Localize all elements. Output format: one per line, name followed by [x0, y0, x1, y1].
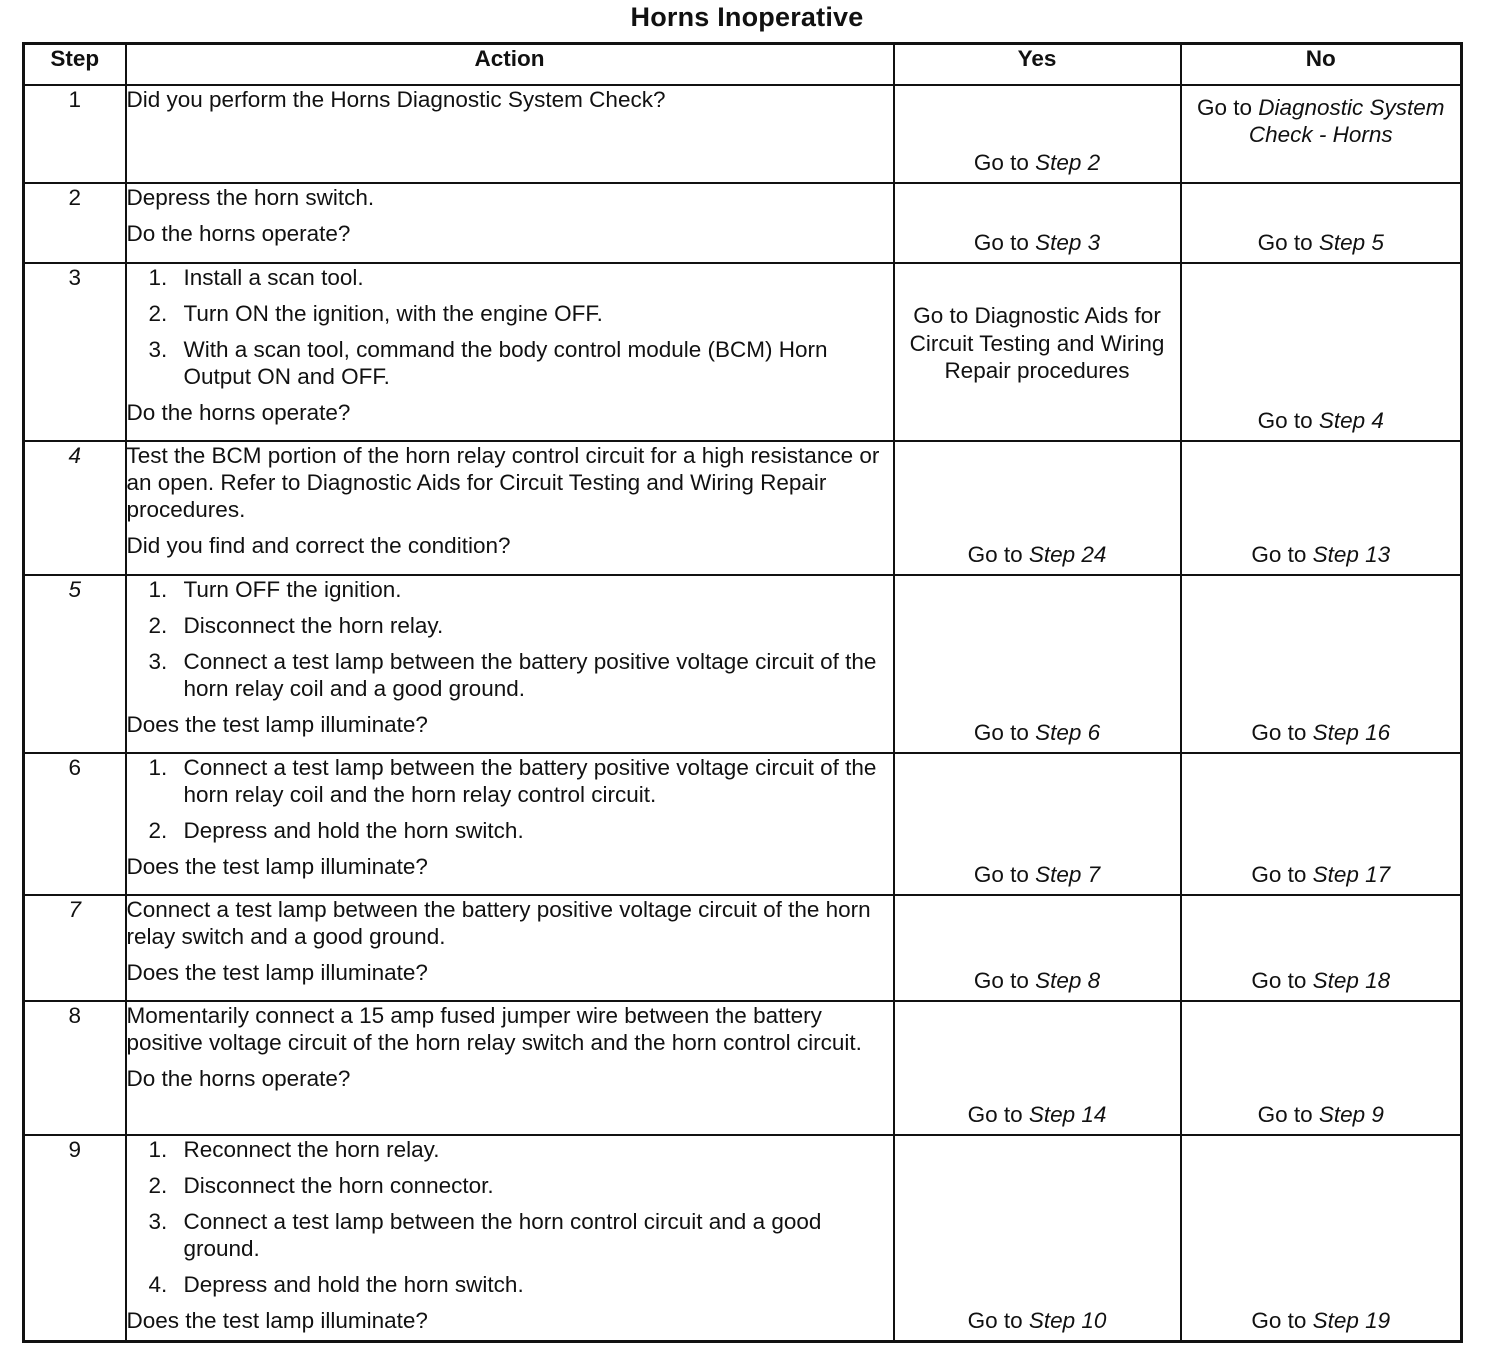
list-item-text: Install a scan tool.	[183, 265, 364, 290]
list-item	[127, 754, 893, 808]
list-item-text: With a scan tool, command the body control module (BCM) Horn Output ON and OFF.	[183, 337, 828, 389]
list-item-text: Turn OFF the ignition.	[183, 577, 402, 602]
header-action: Action	[126, 44, 894, 86]
no-cell	[1181, 441, 1462, 575]
step-number: 8	[24, 1001, 126, 1135]
table-row	[24, 753, 1462, 895]
step-number: 4	[24, 441, 126, 575]
goto-prefix: Go to	[1257, 408, 1313, 433]
header-yes: Yes	[894, 44, 1181, 86]
table-row	[24, 895, 1462, 1001]
goto-prefix: Go to	[1251, 542, 1307, 567]
yes-goto	[895, 229, 1180, 256]
list-item-number: 2.	[148, 818, 168, 843]
no-goto	[1182, 719, 1461, 746]
list-item	[127, 1271, 893, 1298]
no-cell	[1181, 263, 1462, 441]
list-item-text: Connect a test lamp between the battery positive voltage circuit of the horn relay coil and a good ground.	[183, 649, 877, 701]
step-reference: Step 7	[1035, 862, 1101, 887]
no-cell	[1181, 1135, 1462, 1341]
no-goto	[1182, 407, 1461, 434]
step-reference: Step 18	[1312, 968, 1391, 993]
action-text: Did you find and correct the condition?	[126, 533, 511, 558]
action-cell	[126, 575, 894, 753]
goto-prefix: Go to	[967, 542, 1023, 567]
step-reference: Step 3	[1035, 230, 1101, 255]
yes-goto	[895, 861, 1180, 888]
action-cell	[126, 1001, 894, 1135]
no-goto	[1182, 967, 1461, 994]
goto-prefix: Go to	[973, 150, 1029, 175]
list-item-number: 1.	[148, 755, 168, 780]
yes-cell	[894, 1001, 1181, 1135]
list-item	[127, 1208, 893, 1262]
step-reference: Step 4	[1318, 408, 1384, 433]
yes-goto	[895, 967, 1180, 994]
table-row	[24, 263, 1462, 441]
yes-text: Go to Diagnostic Aids for Circuit Testing and Wiring Repair procedures	[909, 303, 1165, 383]
goto-prefix: Go to	[967, 1307, 1023, 1333]
action-question: Does the test lamp illuminate?	[126, 854, 428, 879]
action-question: Does the test lamp illuminate?	[126, 712, 428, 737]
action-cell	[126, 85, 894, 183]
action-cell	[126, 753, 894, 895]
step-number: 9	[24, 1135, 126, 1341]
yes-cell	[894, 183, 1181, 263]
step-reference: Step 8	[1035, 968, 1101, 993]
action-list	[127, 1136, 893, 1298]
action-cell	[126, 183, 894, 263]
list-item-number: 1.	[148, 265, 168, 290]
action-question: Do the horns operate?	[126, 400, 351, 425]
step-reference: Step 6	[1035, 720, 1101, 745]
action-cell	[126, 263, 894, 441]
list-item-number: 2.	[148, 613, 168, 638]
action-list	[127, 264, 893, 390]
no-goto	[1182, 1101, 1461, 1128]
goto-prefix: Go to	[1251, 720, 1307, 745]
action-text: Connect a test lamp between the battery positive voltage circuit of the horn relay switch and a good ground.	[126, 897, 871, 949]
step-number: 3	[24, 263, 126, 441]
action-cell	[126, 895, 894, 1001]
goto-prefix: Go to	[1257, 1102, 1313, 1127]
no-cell	[1181, 1001, 1462, 1135]
table-row	[24, 85, 1462, 183]
action-text: Does the test lamp illuminate?	[126, 960, 428, 985]
table-row	[24, 1001, 1462, 1135]
no-goto	[1182, 229, 1461, 256]
goto-prefix: Go to	[973, 720, 1029, 745]
step-reference: Step 19	[1312, 1307, 1391, 1333]
step-reference: Step 16	[1312, 720, 1391, 745]
yes-cell	[894, 895, 1181, 1001]
step-reference: Step 17	[1312, 862, 1391, 887]
no-cell	[1181, 753, 1462, 895]
step-reference: Step 2	[1035, 150, 1101, 175]
no-cell	[1181, 895, 1462, 1001]
list-item	[127, 1136, 893, 1163]
action-text: Test the BCM portion of the horn relay control circuit for a high resistance or an open. Refer to Diagnostic Aids for Circuit Testing and Wiring Repair procedures.	[126, 443, 880, 522]
list-item-number: 1.	[148, 577, 168, 602]
list-item	[127, 648, 893, 702]
list-item-number: 3.	[148, 649, 168, 674]
list-item-text: Disconnect the horn relay.	[183, 613, 444, 638]
yes-cell	[894, 753, 1181, 895]
step-reference: Step 5	[1318, 230, 1384, 255]
page-title: Horns Inoperative	[630, 2, 864, 32]
list-item-text: Connect a test lamp between the horn control circuit and a good ground.	[183, 1209, 822, 1261]
goto-prefix: Go to	[1196, 95, 1252, 120]
yes-cell	[894, 1135, 1181, 1341]
goto-prefix: Go to	[967, 1102, 1023, 1127]
no-goto	[1182, 861, 1461, 888]
header-step: Step	[24, 44, 126, 86]
step-reference: Step 24	[1028, 542, 1107, 567]
goto-prefix: Go to	[1257, 230, 1313, 255]
yes-cell	[894, 85, 1181, 183]
step-reference: Step 10	[1028, 1307, 1107, 1333]
header-row	[24, 44, 1462, 86]
list-item-number: 2.	[148, 1173, 168, 1198]
step-number: 1	[24, 85, 126, 183]
no-goto	[1182, 94, 1461, 148]
goto-prefix: Go to	[973, 968, 1029, 993]
goto-prefix: Go to	[1251, 968, 1307, 993]
list-item-number: 2.	[148, 301, 168, 326]
list-item-text: Turn ON the ignition, with the engine OFF.	[183, 301, 603, 326]
goto-prefix: Go to	[1251, 1307, 1307, 1333]
yes-cell	[894, 263, 1181, 441]
step-reference: Step 9	[1318, 1102, 1384, 1127]
action-text: Depress the horn switch.	[126, 185, 375, 210]
no-cell	[1181, 575, 1462, 753]
list-item	[127, 817, 893, 844]
list-item-text: Depress and hold the horn switch.	[183, 818, 524, 843]
no-cell	[1181, 183, 1462, 263]
yes-goto	[895, 1307, 1180, 1334]
action-cell	[126, 441, 894, 575]
list-item	[127, 336, 893, 390]
list-item-number: 4.	[148, 1272, 168, 1297]
action-text: Momentarily connect a 15 amp fused jumper wire between the battery positive voltage circuit of the horn relay switch and the horn control circuit.	[126, 1003, 862, 1055]
list-item-number: 3.	[148, 1209, 168, 1234]
step-number: 5	[24, 575, 126, 753]
no-goto	[1182, 541, 1461, 568]
action-list	[127, 576, 893, 702]
step-reference: Step 13	[1312, 542, 1391, 567]
table-row	[24, 183, 1462, 263]
header-no: No	[1181, 44, 1462, 86]
list-item-number: 3.	[148, 337, 168, 362]
step-number: 6	[24, 753, 126, 895]
list-item-number: 1.	[148, 1137, 168, 1162]
no-cell	[1181, 85, 1462, 183]
list-item	[127, 1172, 893, 1199]
action-text: Did you perform the Horns Diagnostic System Check?	[126, 87, 666, 112]
yes-cell	[894, 441, 1181, 575]
table-row	[24, 575, 1462, 753]
step-reference: Step 14	[1028, 1102, 1107, 1127]
goto-prefix: Go to	[973, 862, 1029, 887]
list-item-text: Reconnect the horn relay.	[183, 1137, 440, 1162]
list-item-text: Depress and hold the horn switch.	[183, 1272, 524, 1297]
step-reference: Diagnostic System Check - Horns	[1248, 95, 1445, 147]
list-item	[127, 612, 893, 639]
table-row	[24, 1135, 1462, 1341]
action-text: Do the horns operate?	[126, 1066, 351, 1091]
yes-goto	[895, 541, 1180, 568]
step-number: 7	[24, 895, 126, 1001]
no-goto	[1182, 1307, 1461, 1334]
diagnostic-table	[22, 42, 1463, 1343]
action-cell	[126, 1135, 894, 1341]
list-item-text: Disconnect the horn connector.	[183, 1173, 494, 1198]
step-number: 2	[24, 183, 126, 263]
yes-goto	[895, 719, 1180, 746]
yes-cell	[894, 575, 1181, 753]
list-item	[127, 300, 893, 327]
action-list	[127, 754, 893, 844]
yes-goto	[895, 1101, 1180, 1128]
yes-goto	[895, 149, 1180, 176]
action-question: Does the test lamp illuminate?	[126, 1308, 428, 1333]
goto-prefix: Go to	[973, 230, 1029, 255]
action-text: Do the horns operate?	[126, 221, 351, 246]
table-row	[24, 441, 1462, 575]
list-item-text: Connect a test lamp between the battery positive voltage circuit of the horn relay coil and the horn relay control circuit.	[183, 755, 877, 807]
list-item	[127, 576, 893, 603]
list-item	[127, 264, 893, 291]
goto-prefix: Go to	[1251, 862, 1307, 887]
